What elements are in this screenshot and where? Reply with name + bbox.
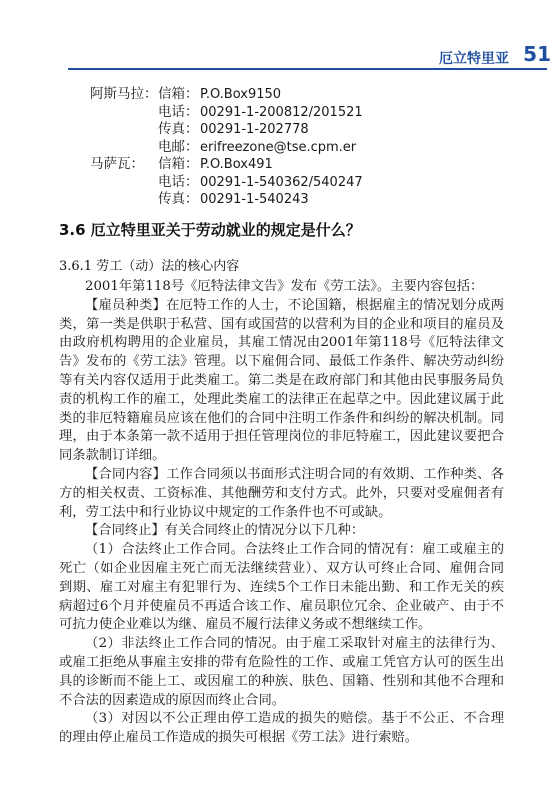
contact-label: 信箱：: [158, 86, 199, 102]
subsection-heading: 3.6.1 劳工（动）法的核心内容: [59, 259, 240, 274]
header-divider: [68, 68, 547, 70]
body-text: [59, 278, 504, 748]
contact-row: [90, 86, 363, 104]
contact-value: erifreezone@tse.cpm.er: [200, 139, 357, 155]
contact-row: [90, 121, 363, 139]
contact-row: [90, 174, 363, 192]
page-header: [0, 40, 559, 76]
paragraph: （2）非法终止工作合同的情况。由于雇工采取针对雇主的法律行为、或雇工拒绝从事雇主安排的带有危险性的工作、或雇工凭官方认可的医生出具的诊断而不能上工、或因雇工的种族、肤色、国籍、性别和其他不合理和不合法的因素造成的原因而终止合同。: [59, 636, 504, 708]
contact-label: 传真：: [158, 121, 199, 137]
paragraph: 【雇员种类】在厄特工作的人士，不论国籍，根据雇主的情况划分成两类，第一类是供职于私营、国有或国营的以营利为目的企业和项目的雇员及由政府机构聘用的企业雇员，其雇工情况由2001年第118号《厄特法律文告》发布的《劳工法》管理。以下雇佣合同、最低工作条件、解决劳动纠纷等有关内容仅适用于此类雇工。第二类是在政府部门和其他由民事服务局负责的机构工作的雇工，处理此类雇工的法律正在起草之中。因此建议属于此类的非厄特籍雇员应该在他们的合同中注明工作条件和纠纷的解决机制。同理，由于本条第一款不适用于担任管理岗位的非厄特雇工，因此建议要把合同条款制订详细。: [59, 297, 504, 464]
contact-value: P.O.Box491: [200, 157, 273, 172]
paragraph: 2001年第118号《厄特法律文告》发布《劳工法》。主要内容包括：: [85, 279, 484, 294]
paragraph: （3）对因以不公正理由停工造成的损失的赔偿。基于不公正、不合理的理由停止雇员工作造成的损失可根据《劳工法》进行索赔。: [59, 711, 504, 746]
contact-city: 阿斯马拉：: [90, 86, 158, 102]
paragraph: （1）合法终止工作合同。合法终止工作合同的情况有：雇工或雇主的死亡（如企业因雇主死亡而无法继续营业）、双方认可终止合同、雇佣合同到期、雇工对雇主有犯罪行为、连续5个工作日未能出勤、和工作无关的疾病超过6个月并使雇员不再适合该工作、雇员职位冗余、企业破产、由于不可抗力使企业难以为继、雇员不履行法律义务或不想继续工作。: [59, 542, 504, 633]
contact-value: 00291-1-202778: [200, 122, 309, 137]
section-heading: 3.6 厄立特里亚关于劳动就业的规定是什么？: [59, 221, 361, 239]
contact-label: 电话：: [158, 103, 199, 120]
paragraph: 【合同内容】工作合同须以书面形式注明合同的有效期、工作种类、各方的相关权责、工资标准、其他酬劳和支付方式。此外，只要对受雇佣者有利，劳工法中和行业协议中规定的工作条件也不可或缺。: [59, 466, 504, 520]
contact-row: [90, 156, 363, 174]
contact-city: [90, 121, 158, 139]
contact-value: P.O.Box9150: [200, 87, 282, 102]
contact-value: 00291-1-540243: [200, 192, 309, 207]
contact-label: 电邮：: [158, 138, 199, 155]
page-number: 51: [523, 42, 551, 66]
contact-city: [90, 139, 158, 157]
paragraph: 【合同终止】有关合同终止的情况分以下几种：: [85, 523, 365, 539]
running-title: 厄立特里亚: [439, 51, 509, 67]
contact-list: [90, 86, 363, 209]
contact-row: [90, 139, 363, 157]
contact-city: 马萨瓦：: [90, 156, 144, 172]
contact-value: 00291-1-540362/540247: [200, 174, 363, 190]
contact-row: [90, 104, 363, 122]
contact-city: [90, 104, 158, 122]
contact-label: 传真：: [158, 191, 199, 207]
contact-label: 电话：: [158, 173, 199, 190]
contact-city: [90, 191, 158, 209]
contact-value: 00291-1-200812/201521: [200, 104, 363, 120]
contact-city: [90, 174, 158, 192]
contact-label: 信箱：: [158, 156, 199, 172]
contact-row: [90, 191, 363, 209]
